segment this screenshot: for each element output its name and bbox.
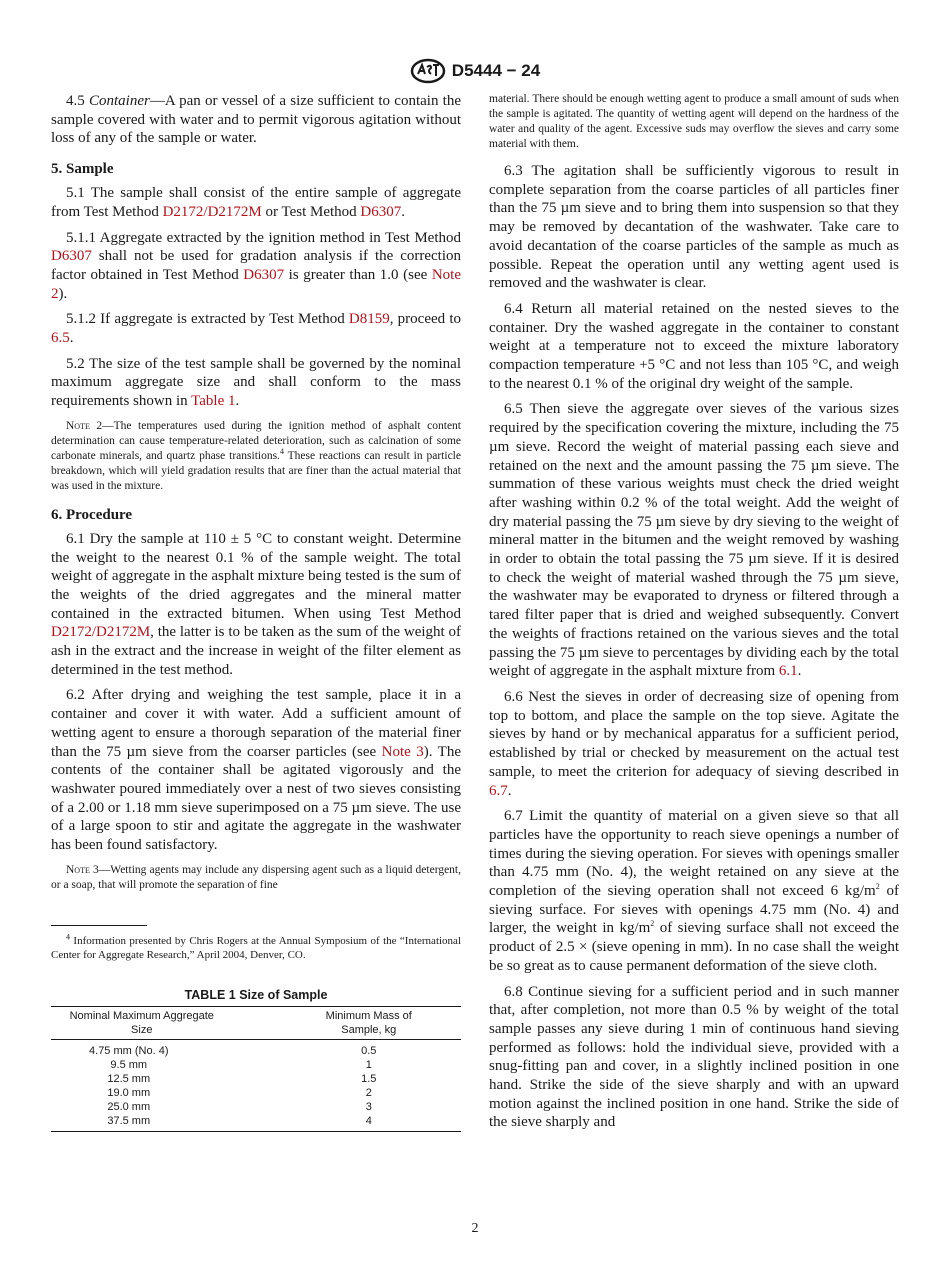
astm-logo-icon [410,58,446,84]
paragraph-6-6: 6.6 Nest the sieves in order of decreasing size of opening from top to bottom, and place the sample on the top sieve. Agitate the sieves by hand or by mechanical apparatus for a sufficient period, established by trial or checked by measurement on the actual test sample, to meet the criterion for adequacy of sieving described in 6.7. [489,688,899,799]
column-header-mass: Minimum Mass of Sample, kg [325,1009,412,1036]
note-3: Note 3—Wetting agents may include any dispersing agent such as a liquid detergent, or a soap, that will promote the separation of fine [51,863,461,891]
section-heading-procedure: 6. Procedure [51,506,133,523]
footnote-divider [51,925,147,926]
page-number: 2 [471,1221,479,1236]
link-d2172[interactable]: D2172/D2172M [51,624,151,641]
link-section-6-7[interactable]: 6.7 [489,782,508,799]
link-d6307[interactable]: D6307 [243,266,285,283]
right-column [489,92,899,1139]
link-d6307[interactable]: D6307 [360,203,402,220]
note-2: Note 2—The temperatures used during the ignition method of asphalt content determination can cause temperature-related deterioration, such as calcination of some carbonate minerals, and quartz phase transitions.$^4$ These reactions can result in particle breakdown, which will yield gradation results that are finer than the actual material that was used in the mixture. [51,419,461,492]
paragraph-6-8: 6.8 Continue sieving for a sufficient period and in such manner that, after completion, not more than 0.5 % by weight of the total sample passes any sieve during 1 min of continuous hand sieving performed as follows: hold the individual sieve, provided with a snug-fitting pan and cover, in a slightly inclined position in one hand. Strike the side of the sieve sharply and with an upward motion against the inclined position in one hand. Strike the side of the sieve sharply and [489,983,899,1131]
document-id: D5444 − 24 [451,61,541,80]
left-column [51,92,461,1132]
paragraph-4-5: 4.5 Container—A pan or vessel of a size sufficient to contain the sample covered with water and to permit vigorous agitation without loss of any of the sample or water. [51,93,462,147]
link-table-1[interactable]: Table 1 [191,393,236,410]
table-row: 4.75 mm (No. 4) 0.5 [89,1044,377,1057]
link-d2172[interactable]: D2172/D2172M [162,203,262,220]
table-row: 9.5 mm 1 [110,1058,372,1071]
link-section-6-1[interactable]: 6.1 [778,663,798,680]
table-row: 25.0 mm 3 [107,1100,372,1113]
paragraph-6-2: 6.2 After drying and weighing the test sample, place it in a container and cover it with water. Add a sufficient amount of wetting agent to ensure a thorough separation of the material finer than the 75 µm sieve from the coarser particles (see Note 3). The contents of the container shall be agitated vigorously and the washwater poured immediately over a nest of two sieves consisting of a 2.00 or 1.18 mm sieve superimposed on a 75 µm sieve. The use of a large spoon to stir and agitate the aggregate in the washwater has been found satisfactory. [51,687,461,854]
paragraph-6-5: 6.5 Then sieve the aggregate over sieves of the various sizes required by the specification covering the mixture, including the 75 µm sieve. Record the weight of material passing each sieve and retained on the next and the amount passing the 75 µm sieve. The summation of these various weights must check the dried weight after washing within 0.2 % of the total weight. Add the weight of dry material passing the 75 µm sieve by dry sieving to the weight of mineral matter in the bitumen and the weight removed by washing in order to obtain the total passing the 75 µm sieve. If it is desired to check the weight of material washed through the 75 µm sieve, the washwater may be evaporated to dryness or filtered through a tared filter paper that is dried and weighed subsequently. Convert the weights of fractions retained on the various sieves and the total passing the 75 µm sieve to percentages by dividing each by the total weight of aggregate in the asphalt mixture from 6.1. [489,401,899,680]
paragraph-5-2: 5.2 The size of the test sample shall be governed by the nominal maximum aggregate size and shall conform to the mass requirements shown in Table 1. [51,355,461,410]
sample-size-table [51,1006,461,1132]
paragraph-5-1-1: 5.1.1 Aggregate extracted by the ignition method in Test Method D6307 shall not be used for gradation analysis if the correction factor obtained in Test Method D6307 is greater than 1.0 (see Note 2). [51,229,461,302]
page-header [0,56,950,86]
paragraph-6-7: 6.7 Limit the quantity of material on a given sieve so that all particles have the opportunity to reach sieve openings a number of times during the sieving operation. For sieves with openings smaller than 4.75 mm (No. 4), the weight retained on any sieve at the completion of the sieving operation shall not exceed 6 $kg/m^2$ of sieving surface. For sieves with openings 4.75 mm (No. 4) and larger, the weight in $kg/m^2$ of sieving surface shall not exceed the product of 2.5 × (sieve opening in mm). In no case shall the weight be so great as to cause permanent deformation of the sieve cloth. [489,808,900,974]
table-row: 12.5 mm 1.5 [107,1072,377,1085]
link-section-6-5[interactable]: 6.5 [51,330,70,347]
paragraph-6-3: 6.3 The agitation shall be sufficiently vigorous to result in complete separation from the coarse particles of all particles finer than the 75 µm sieve and to bring them into suspension so that they may be removed by decantation of the washwater. Take care to avoid decantation of the coarse particles of the sample as much as possible. Repeat the operation until any wetting agent used is removed and the washwater is clear. [489,163,899,292]
paragraph-5-1-2: 5.1.2 If aggregate is extracted by Test Method D8159, proceed to 6.5. [51,311,462,347]
link-note-3[interactable]: Note 3 [381,743,424,760]
paragraph-6-4: 6.4 Return all material retained on the nested sieves to the container. Dry the washed aggregate in the container to constant weight at a temperature not to exceed the mixture laboratory compaction temperature +5 °C and not less than 105 °C, and weigh to the nearest 0.1 % of the original dry weight of the sample. [489,300,899,392]
paragraph-6-1: 6.1 Dry the sample at 110 ± 5 °C to constant weight. Determine the weight to the nearest 0.1 % of the sample weight. The total weight of aggregate in the asphalt mixture being tested is the sum of the weights of the dried aggregates and the mineral matter contained in the extracted bitumen. When using Test Method D2172/D2172M, the latter is to be taken as the sum of the weight of ash in the extract and the increase in weight of the filter element as determined in the test method. [51,530,461,678]
table-title: TABLE 1 Size of Sample [184,987,328,1002]
paragraph-5-1: 5.1 The sample shall consist of the entire sample of aggregate from Test Method D2172/D2172M or Test Method D6307. [51,185,461,220]
link-note-2[interactable]: Note 2 [51,266,461,302]
column-header-size: Nominal Maximum Aggregate Size [69,1009,214,1036]
footnote-4: $^4$ Information presented by Chris Rogers at the Annual Symposium of the “International Center for Aggregate Research,” April 2004, Denver, CO. [51,932,461,961]
table-header-row [51,1006,461,1039]
table-row: 19.0 mm 2 [107,1086,372,1099]
link-d6307[interactable]: D6307 [51,248,92,265]
note-3-continued: material. There should be enough wetting agent to produce a small amount of suds when the sample is agitated. The quantity of wetting agent will depend on the hardness of the water and quality of the agent. Excessive suds may overflow the sieves and carry some material with them. [489,93,899,150]
table-row: 37.5 mm 4 [51,1114,461,1132]
link-d8159[interactable]: D8159 [348,311,390,328]
section-heading-sample: 5. Sample [51,161,114,178]
